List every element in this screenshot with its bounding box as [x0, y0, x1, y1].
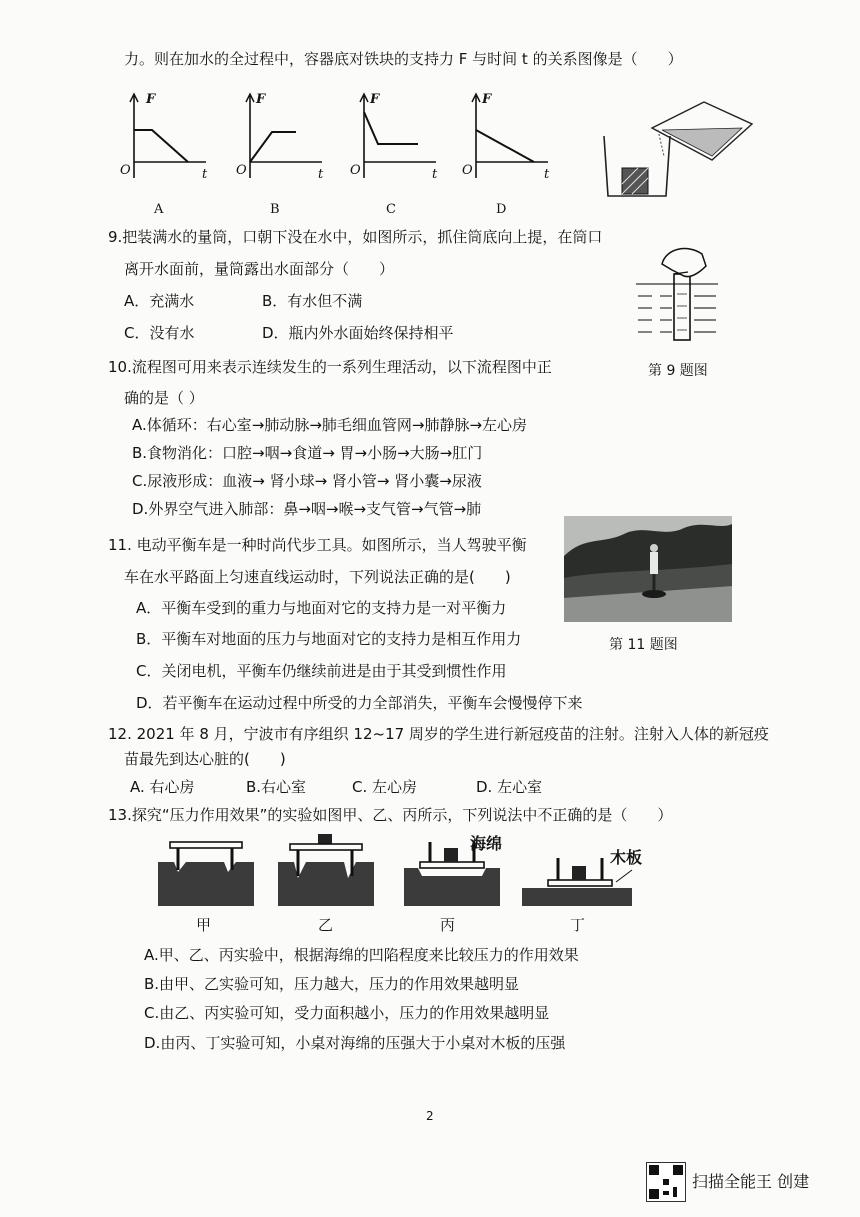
q9-option-c: C．没有水: [124, 324, 195, 342]
graph-c: [350, 90, 440, 185]
q10-option-b: B.食物消化：口腔→咽→食道→ 胃→小肠→大肠→肛门: [132, 444, 483, 462]
graph-c-origin-label: O: [350, 163, 361, 178]
figure-label-jia: 甲: [196, 916, 212, 934]
q13-option-d: D.由丙、丁实验可知，小桌对海绵的压强大于小桌对木板的压强: [144, 1034, 566, 1052]
q10-option-d: D.外界空气进入肺部：鼻→咽→喉→支气管→气管→肺: [132, 500, 482, 518]
q8-line: 力。则在加水的全过程中，容器底对铁块的支持力 F 与时间 t 的关系图像是（ ）: [124, 50, 683, 68]
graph-a-t-label: t: [202, 167, 208, 182]
graph-d: [462, 90, 552, 185]
graph-d-origin-label: O: [462, 163, 473, 178]
q9-option-a: A．充满水: [124, 292, 195, 310]
graph-b: [236, 90, 326, 185]
q12-option-a: A. 右心房: [130, 778, 195, 796]
q12-option-b: B.右心室: [246, 778, 307, 796]
q10-option-c: C.尿液形成：血液→ 肾小球→ 肾小管→ 肾小囊→尿液: [132, 472, 482, 490]
graph-b-option-label: B: [270, 202, 280, 217]
graph-c-f-label: F: [370, 92, 380, 107]
balance-scooter-photo: [564, 516, 732, 622]
q10-line-1: 10.流程图可用来表示连续发生的一系列生理活动，以下流程图中正: [108, 358, 552, 376]
sponge-label: 海绵: [470, 834, 503, 853]
q13-option-a: A.甲、乙、丙实验中，根据海绵的凹陷程度来比较压力的作用效果: [144, 946, 579, 964]
graph-a-f-label: F: [146, 92, 156, 107]
graph-b-t-label: t: [318, 167, 324, 182]
q11-option-d: D．若平衡车在运动过程中所受的力全部消失，平衡车会慢慢停下来: [136, 694, 583, 712]
qr-code-icon: [646, 1162, 686, 1202]
graph-c-t-label: t: [432, 167, 438, 182]
q11-option-c: C．关闭电机，平衡车仍继续前进是由于其受到惯性作用: [136, 662, 507, 680]
graph-c-option-label: C: [386, 202, 396, 217]
q11-option-a: A．平衡车受到的重力与地面对它的支持力是一对平衡力: [136, 599, 507, 617]
experiment-figure-jia: [156, 838, 256, 908]
q9-option-b: B．有水但不满: [262, 292, 363, 310]
q12-line-1: 12. 2021 年 8 月，宁波市有序组织 12~17 周岁的学生进行新冠疫苗的注射。注射入人体的新冠疫: [108, 725, 769, 743]
q10-option-a: A.体循环：右心室→肺动脉→肺毛细血管网→肺静脉→左心房: [132, 416, 528, 434]
q13-line-1: 13.探究“压力作用效果”的实验如图甲、乙、丙所示，下列说法中不正确的是（ ）: [108, 806, 673, 824]
figure-label-ding: 丁: [570, 916, 586, 934]
graph-d-option-label: D: [496, 202, 507, 217]
q9-option-d: D．瓶内外水面始终保持相平: [262, 324, 454, 342]
q9-line-2: 离开水面前，量筒露出水面部分（ ）: [124, 260, 395, 278]
graph-b-f-label: F: [256, 92, 266, 107]
q9-figure-caption: 第 9 题图: [648, 363, 708, 379]
graph-d-f-label: F: [482, 92, 492, 107]
scanner-watermark: 扫描全能王 创建: [692, 1172, 810, 1191]
graph-d-t-label: t: [544, 167, 550, 182]
page-number: 2: [426, 1109, 434, 1123]
q13-option-b: B.由甲、乙实验可知，压力越大，压力的作用效果越明显: [144, 975, 520, 993]
q11-figure-caption: 第 11 题图: [609, 637, 678, 653]
measuring-cylinder-illustration: [632, 244, 722, 344]
graph-a: [120, 90, 210, 185]
figure-label-bing: 丙: [440, 916, 456, 934]
board-label: 木板: [610, 848, 643, 867]
experiment-figure-yi: [276, 830, 376, 908]
q9-line-1: 9.把装满水的量筒，口朝下没在水中，如图所示，抓住筒底向上提，在筒口: [108, 228, 603, 246]
q10-line-2: 确的是（ ）: [124, 389, 204, 407]
graph-a-option-label: A: [154, 202, 164, 217]
q11-line-1: 11. 电动平衡车是一种时尚代步工具。如图所示，当人驾驶平衡: [108, 536, 527, 554]
graph-b-origin-label: O: [236, 163, 247, 178]
q11-option-b: B．平衡车对地面的压力与地面对它的支持力是相互作用力: [136, 630, 522, 648]
q12-line-2: 苗最先到达心脏的( ): [124, 750, 286, 768]
q11-line-2: 车在水平路面上匀速直线运动时，下列说法正确的是( ): [124, 568, 511, 586]
figure-label-yi: 乙: [318, 916, 334, 934]
graph-a-origin-label: O: [120, 163, 131, 178]
q13-option-c: C.由乙、丙实验可知，受力面积越小，压力的作用效果越明显: [144, 1004, 550, 1022]
q12-option-c: C. 左心房: [352, 778, 418, 796]
beaker-illustration: [600, 96, 760, 206]
q12-option-d: D. 左心室: [476, 778, 543, 796]
